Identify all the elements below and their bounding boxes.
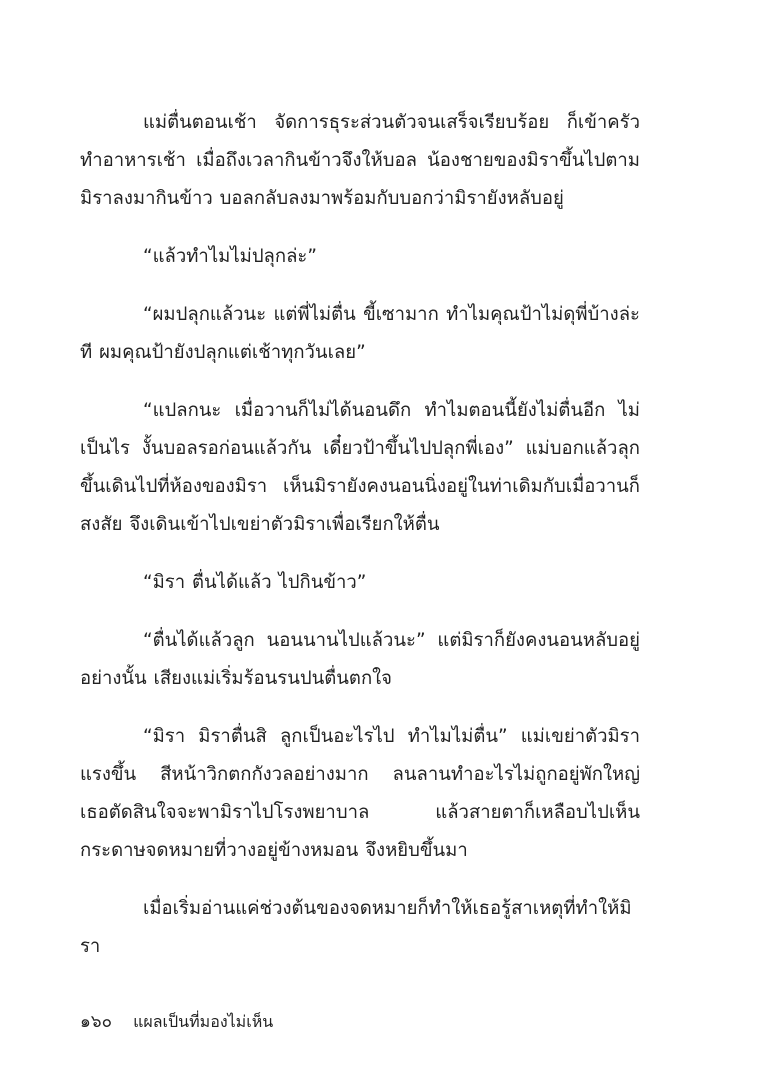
paragraph: “แล้วทำไมไม่ปลุกล่ะ” bbox=[143, 246, 317, 267]
paragraph: “ผมปลุกแล้วนะ แต่พี่ไม่ตื่น ขี้เซามาก ทำไมคุณป้าไม่ดุพี่บ้างล่ะ ที ผมคุณป้ายังปลุกแต่เช้าทุกวันเลย” bbox=[80, 304, 640, 363]
paragraph: แม่ตื่นตอนเช้า จัดการธุระส่วนตัวจนเสร็จเรียบร้อย ก็เข้าครัวทำอาหารเช้า เมื่อถึงเวลากินข้าวจึงให้บอล น้องชายของมิราขึ้นไปตามมิราลงมากินข้าว บอลกลับลงมาพร้อมกับบอกว่ามิรายังหลับอยู่ bbox=[80, 112, 640, 209]
body-text bbox=[80, 104, 640, 986]
paragraph: “มิรา มิราตื่นสิ ลูกเป็นอะไรไป ทำไมไม่ตื่น” แม่เขย่าตัวมิราแรงขึ้น สีหน้าวิกตกกังวลอย่างมาก ลนลานทำอะไรไม่ถูกอยู่พักใหญ่ เธอตัดสินใจจะพามิราไปโรงพยาบาล แล้วสายตาก็เหลือบไปเห็นกระดาษจดหมายที่วางอยู่ข้างหมอน จึงหยิบขึ้นมา bbox=[80, 726, 640, 861]
page-footer bbox=[80, 1010, 273, 1034]
paragraph: “แปลกนะ เมื่อวานก็ไม่ได้นอนดึก ทำไมตอนนี้ยังไม่ตื่นอีก ไม่เป็นไร งั้นบอลรอก่อนแล้วกัน เดี๋ยวป้าขึ้นไปปลุกพี่เอง” แม่บอกแล้วลุกขึ้นเดินไปที่ห้องของมิรา เห็นมิรายังคงนอนนิ่งอยู่ในท่าเดิมกับเมื่อวานก็สงสัย จึงเดินเข้าไปเขย่าตัวมิราเพื่อเรียกให้ตื่น bbox=[80, 400, 640, 535]
paragraph: “มิรา ตื่นได้แล้ว ไปกินข้าว” bbox=[143, 572, 367, 593]
paragraph: “ตื่นได้แล้วลูก นอนนานไปแล้วนะ” แต่มิราก็ยังคงนอนหลับอยู่อย่างนั้น เสียงแม่เริ่มร้อนรนปนตื่นตกใจ bbox=[80, 630, 640, 689]
running-title: แผลเป็นที่มองไม่เห็น bbox=[133, 1012, 274, 1031]
paragraph: เมื่อเริ่มอ่านแค่ช่วงต้นของจดหมายก็ทำให้เธอรู้สาเหตุที่ทำให้มิรา bbox=[80, 898, 632, 957]
page-number: ๑๖๐ bbox=[80, 1012, 112, 1032]
